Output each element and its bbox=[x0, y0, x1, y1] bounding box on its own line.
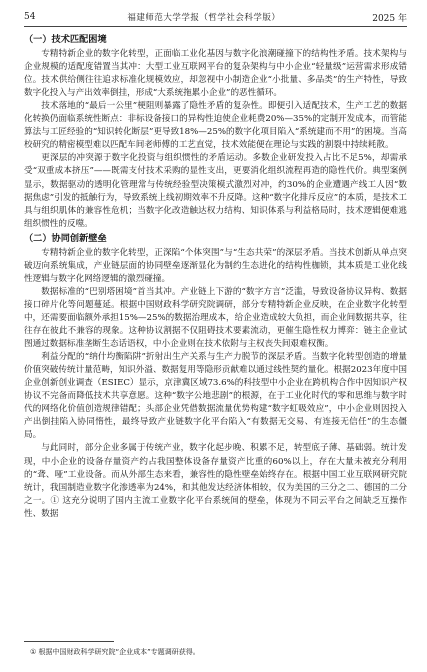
paragraph: 利益分配的“纳什均衡陷阱”折射出生产关系与生产力脱节的深层矛盾。当数字化转型创造的增量价值突破传统计量范畴，知识外溢、数据复用等隐形贡献难以通过线性契约量化。根据2023年度中国企业创新创业调查（ESIEC）显示，京津冀区域73.6%的科技型中小企业在跨机构合作中因知识产权协议不完备而降低技术共享意愿。这种“数字公地悲剧”的根源，在于工业化时代的零和思维与数字时代的网络化价值创造规律错配；头部企业凭借数据流量优势构建“数字虹吸效应”，中小企业则因投入产出倒挂陷入协同惰性，最终导致产业链数字化平台陷入“有数据无交易、有连接无信任”的生态僵局。 bbox=[24, 352, 407, 441]
footnote-marker: ① bbox=[30, 648, 37, 656]
publication-year: 2025 年 bbox=[372, 13, 407, 24]
paragraph: 技术落地的“最后一公里”梗阻则暴露了隐性矛盾的复杂性。即便引入适配技术，生产工艺的数据化转换仍面临系统性断点：非标设备接口的异构性迫使企业耗费20%—35%的定制开发成本，而管能算法与工匠经验的“知识转化断层”更导致18%—25%的数字化项目陷入“系统建而不用”的困境。当高校研究的精密模型难以匹配车间老师傅的工艺直觉，技术效能便在理论与实践的割裂中持续耗散。 bbox=[24, 101, 407, 151]
page-number: 54 bbox=[24, 12, 36, 22]
section-heading-2: （二）协同创新壁垒 bbox=[24, 232, 107, 244]
journal-title: 福建师范大学学报（哲学社会科学版） bbox=[127, 13, 281, 23]
paragraph: 数据标准的“巴别塔困境”首当其冲。产业链上下游的“数字方言”泛滥，导致设备协议异构、数据接口碎片化等问题蔓延。根据中国财政科学研究院调研，部分专精特新企业反映，在企业数字化转型中，还需要面临额外承担15%—25%的数据治理成本，给企业造成较大负担，而企业间数据共享，往往存在彼此不兼容的现象。这种协议割据不仅阻碍技术要素流动，更催生隐性权力博弈：链主企业试图通过数据标准垄断生态话语权，中小企业则在技术依附与主权丧失间艰难权衡。 bbox=[24, 286, 407, 350]
footnote bbox=[30, 647, 200, 657]
article-body bbox=[24, 32, 407, 521]
footnote-text: 根据中国财政科学研究院“企业成本”专题调研获得。 bbox=[38, 648, 200, 656]
section-heading-1: （一）技术匹配困境 bbox=[24, 34, 107, 45]
paragraph: 与此同时，部分企业多属于传统产业，数字化起步晚、积累不足，转型底子薄、基础弱。统计发现，中小企业的设备存量资产约占我国整体设备存量资产比重的60%以上，存在大量未被充分利用的“聋、哑”工业设备。而从外部生态来看，兼容性的隐性壁垒始终存在。根据中国工业互联网研究院统计，我国制造业数字化渗透率为24%，和其他发达经济体相较，仅为美国的三分之二、德国的二分之一。① 这充分说明了国内主流工业数字化平台系统间的壁垒，体现为不同云平台之间缺乏互操作性、数据 bbox=[24, 443, 407, 519]
paragraph: 专精特新企业的数字化转型，正深陷“个体突围”与“生态共荣”的深层矛盾。当技术创新从单点突破迈向系统集成，产业链层面的协同壁垒逐渐显化为制约生态进化的结构性枷锁，其本质是工业化线性逻辑与数字化网络逻辑的激烈碰撞。 bbox=[24, 247, 407, 284]
paragraph: 更深层的冲突源于数字化投资与组织惯性的矛盾运动。多数企业研发投入占比不足5%，却需承受“双重成本挤压”——既需支付技术采购的显性支出，更要消化组织流程再造的隐性代价。典型案例显示，数据驱动的透明化管理常与传统经验型决策模式激烈对冲，约30%的企业遭遇产线工人因“数据焦虑”引发的抵触行为，导致系统上线初期效率不升反降。这种“数字化排斥反应”的本质，是技术工具与组织肌体的兼容性危机；当数字化改造触达权力结构、知识体系与利益格局时，技术逻辑便难逃组织惯性的反噬。 bbox=[24, 153, 407, 229]
running-header bbox=[24, 10, 407, 24]
paragraph: 专精特新企业的数字化转型，正面临工业化基因与数字化浪潮碰撞下的结构性矛盾。技术架构与企业规模的适配度错置当其冲：大型工业互联网平台的复杂架构与中小企业“轻量级”运营需求形成错位。技术供给侧往往追求标准化规模效应，却忽视中小制造企业“小批量、多品类”的生产特性，导致数字化投入与产出效率倒挂，形成“大系统拖累小企业”的恶性循环。 bbox=[24, 49, 407, 99]
header-rule bbox=[24, 26, 407, 27]
footnote-rule bbox=[24, 641, 114, 642]
